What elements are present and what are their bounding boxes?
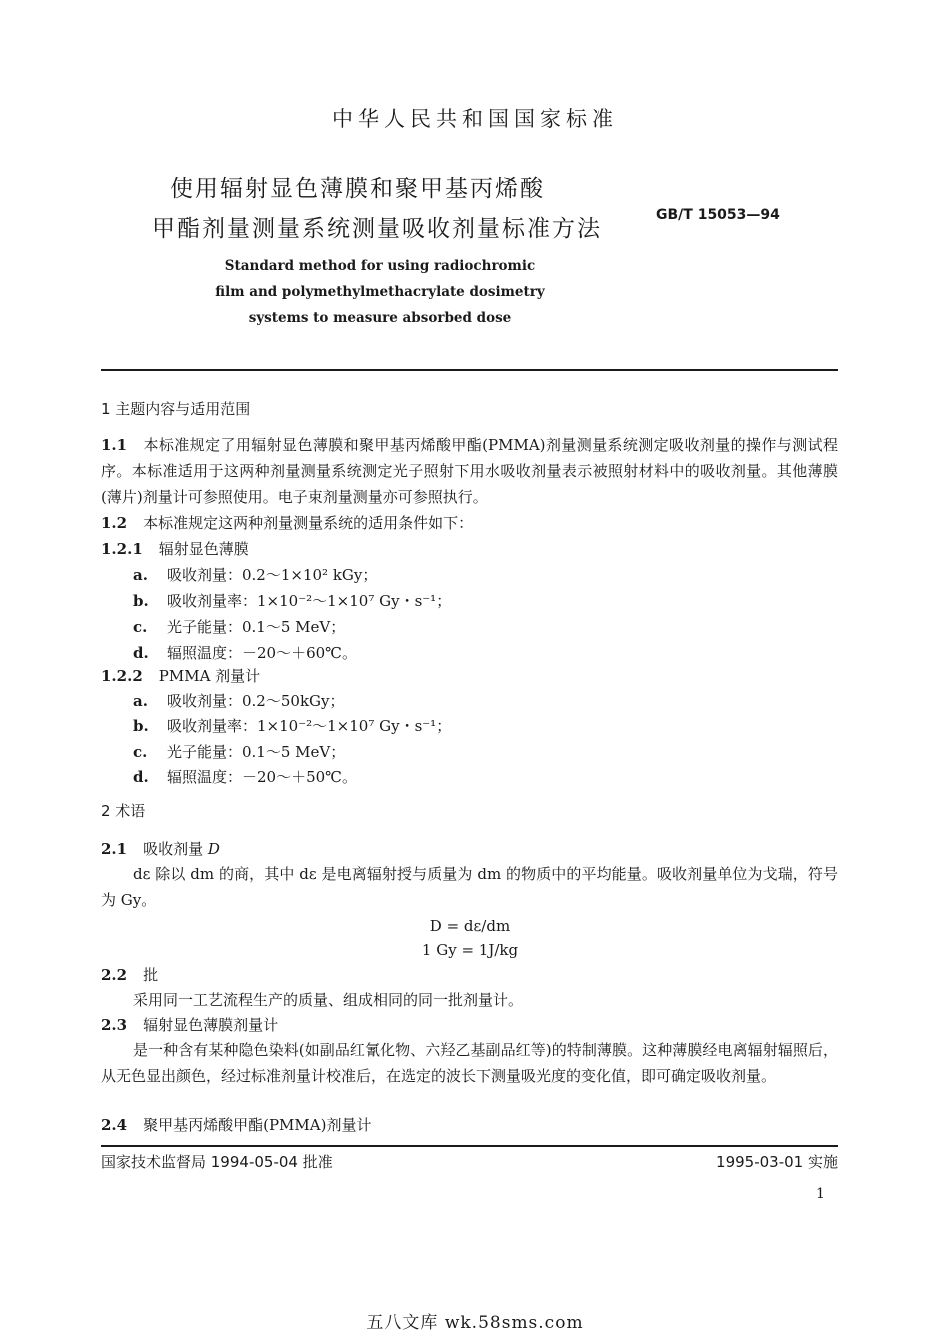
item-label: c. — [133, 618, 148, 636]
list-item — [133, 713, 451, 739]
formula-dose: D = dε/dm — [429, 917, 511, 935]
watermark-link[interactable]: 五八文库 wk.58sms.com — [366, 1313, 584, 1333]
paragraph-2-2-heading — [101, 962, 158, 988]
list-item — [133, 614, 345, 640]
item-text: 辐照温度：－20～＋60℃。 — [167, 644, 357, 662]
list-item — [133, 688, 345, 714]
list-item — [133, 588, 451, 614]
paragraph-1-1 — [101, 432, 838, 510]
paragraph-2-1-heading — [101, 836, 220, 862]
item-label: d. — [133, 644, 149, 662]
paragraph-2-3-text — [101, 1037, 838, 1089]
clause-text: 辐射显色薄膜 — [158, 540, 249, 558]
paragraph-2-2-text: 采用同一工艺流程生产的质量、组成相同的同一批剂量计。 — [133, 991, 524, 1009]
title-line-2: 甲酯剂量测量系统测量吸收剂量标准方法 — [152, 216, 602, 242]
paragraph-1-2 — [101, 510, 473, 536]
paragraph-1-2-1 — [101, 536, 249, 562]
clause-title: 聚甲基丙烯酸甲酯(PMMA)剂量计 — [143, 1116, 372, 1134]
clause-number: 1.2 — [101, 514, 128, 532]
footer-divider — [101, 1145, 838, 1147]
item-label: a. — [133, 566, 148, 584]
clause-number: 1.1 — [101, 436, 128, 454]
item-label: b. — [133, 717, 149, 735]
approval-date: 国家技术监督局 1994-05-04 批准 — [101, 1153, 333, 1171]
clause-title: 批 — [143, 966, 159, 984]
clause-text: 本标准规定这两种剂量测量系统的适用条件如下： — [143, 514, 474, 532]
definition-text: dε 除以 dm 的商，其中 dε 是电离辐射授与质量为 dm 的物质中的平均能量。吸收剂量单位为戈瑞，符号为 Gy。 — [101, 865, 838, 909]
clause-number: 2.1 — [101, 840, 128, 858]
paragraph-2-3-heading — [101, 1012, 278, 1038]
paragraph-1-2-2 — [101, 663, 260, 689]
item-text: 辐照温度：－20～＋50℃。 — [167, 768, 357, 786]
clause-number: 2.4 — [101, 1116, 128, 1134]
clause-number: 2.2 — [101, 966, 128, 984]
clause-title: 吸收剂量 — [143, 840, 204, 858]
list-item — [133, 764, 357, 790]
title-line-1: 使用辐射显色薄膜和聚甲基丙烯酸 — [170, 176, 545, 202]
clause-number: 1.2.2 — [101, 667, 143, 685]
list-item — [133, 739, 345, 765]
english-title-line-2: film and polymethylmethacrylate dosimetry — [215, 284, 545, 300]
clause-number: 1.2.1 — [101, 540, 143, 558]
page-number: 1 — [816, 1186, 825, 1202]
item-label: b. — [133, 592, 149, 610]
item-text: 吸收剂量：0.2～50kGy； — [167, 692, 345, 710]
definition-text: 是一种含有某种隐色染料(如副品红氰化物、六羟乙基副品红等)的特制薄膜。这种薄膜经电离辐射辐照后，从无色显出颜色，经过标准剂量计校准后，在选定的波长下测量吸光度的变化值，即可确定吸收剂量。 — [101, 1041, 838, 1085]
formula-gray: 1 Gy = 1J/kg — [421, 941, 519, 959]
section-2-heading: 2 术语 — [101, 802, 146, 820]
dose-symbol: D — [207, 840, 220, 858]
item-text: 吸收剂量：0.2～1×10² kGy； — [167, 566, 378, 584]
paragraph-2-4-heading — [101, 1112, 371, 1138]
clause-title: 辐射显色薄膜剂量计 — [143, 1016, 279, 1034]
clause-number: 2.3 — [101, 1016, 128, 1034]
item-text: 吸收剂量率：1×10⁻²～1×10⁷ Gy・s⁻¹； — [167, 717, 452, 735]
implementation-date: 1995-03-01 实施 — [716, 1153, 838, 1171]
english-title-line-1: Standard method for using radiochromic — [224, 258, 536, 274]
item-text: 光子能量：0.1～5 MeV； — [167, 618, 346, 636]
item-label: c. — [133, 743, 148, 761]
list-item — [133, 562, 377, 588]
item-text: 吸收剂量率：1×10⁻²～1×10⁷ Gy・s⁻¹； — [167, 592, 452, 610]
item-label: d. — [133, 768, 149, 786]
item-text: 光子能量：0.1～5 MeV； — [167, 743, 346, 761]
header-divider — [101, 369, 838, 371]
section-1-heading: 1 主题内容与适用范围 — [101, 400, 251, 418]
clause-text: 本标准规定了用辐射显色薄膜和聚甲基丙烯酸甲酯(PMMA)剂量测量系统测定吸收剂量的操作与测试程序。本标准适用于这两种剂量测量系统测定光子照射下用水吸收剂量表示被照射材料中的吸收剂量。其他薄膜(薄片)剂量计可参照使用。电子束剂量测量亦可参照执行。 — [101, 436, 838, 506]
standard-number: GB/T 15053—94 — [656, 207, 780, 223]
english-title-line-3: systems to measure absorbed dose — [248, 310, 512, 326]
national-standard-heading: 中华人民共和国国家标准 — [332, 107, 618, 131]
item-label: a. — [133, 692, 148, 710]
clause-text: PMMA 剂量计 — [158, 667, 261, 685]
paragraph-2-1-text — [101, 861, 838, 913]
